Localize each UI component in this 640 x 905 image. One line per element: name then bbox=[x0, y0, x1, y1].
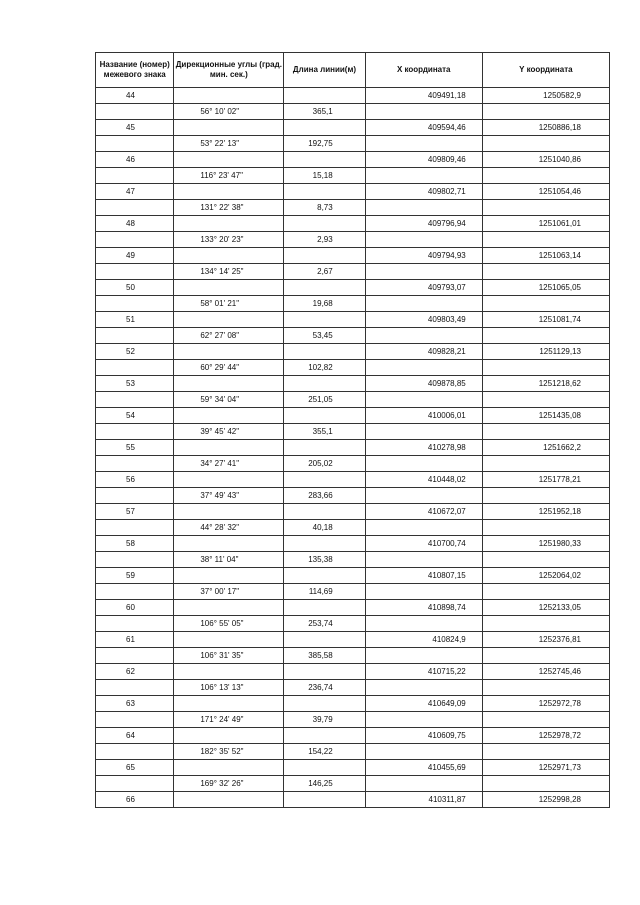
direction-angle-cell: 116° 23' 47" bbox=[174, 168, 284, 184]
x-coordinate-cell: 410311,87 bbox=[365, 792, 482, 808]
empty-cell bbox=[96, 744, 174, 760]
empty-cell bbox=[174, 120, 284, 136]
mark-name-cell: 63 bbox=[96, 696, 174, 712]
x-coordinate-cell: 410278,98 bbox=[365, 440, 482, 456]
empty-cell bbox=[482, 680, 609, 696]
empty-cell bbox=[284, 792, 365, 808]
mark-name-cell: 60 bbox=[96, 600, 174, 616]
empty-cell bbox=[96, 680, 174, 696]
line-length-cell: 8,73 bbox=[284, 200, 365, 216]
table-row-segment bbox=[96, 776, 610, 792]
direction-angle-cell: 106° 13' 13" bbox=[174, 680, 284, 696]
direction-angle-cell: 60° 29' 44" bbox=[174, 360, 284, 376]
table-row-point bbox=[96, 664, 610, 680]
x-coordinate-cell: 410715,22 bbox=[365, 664, 482, 680]
x-coordinate-cell: 409796,94 bbox=[365, 216, 482, 232]
empty-cell bbox=[284, 440, 365, 456]
mark-name-cell: 58 bbox=[96, 536, 174, 552]
empty-cell bbox=[174, 632, 284, 648]
empty-cell bbox=[482, 296, 609, 312]
x-coordinate-cell: 409809,46 bbox=[365, 152, 482, 168]
mark-name-cell: 66 bbox=[96, 792, 174, 808]
empty-cell bbox=[284, 344, 365, 360]
empty-cell bbox=[96, 488, 174, 504]
line-length-cell: 2,93 bbox=[284, 232, 365, 248]
table-row-point bbox=[96, 504, 610, 520]
y-coordinate-cell: 1252978,72 bbox=[482, 728, 609, 744]
table-row-point bbox=[96, 88, 610, 104]
empty-cell bbox=[96, 520, 174, 536]
empty-cell bbox=[174, 600, 284, 616]
y-coordinate-cell: 1252971,73 bbox=[482, 760, 609, 776]
empty-cell bbox=[96, 776, 174, 792]
empty-cell bbox=[96, 136, 174, 152]
x-coordinate-cell: 409491,18 bbox=[365, 88, 482, 104]
empty-cell bbox=[96, 328, 174, 344]
empty-cell bbox=[365, 104, 482, 120]
direction-angle-cell: 44° 28' 32" bbox=[174, 520, 284, 536]
empty-cell bbox=[284, 408, 365, 424]
empty-cell bbox=[284, 312, 365, 328]
table-row-point bbox=[96, 184, 610, 200]
mark-name-cell: 59 bbox=[96, 568, 174, 584]
line-length-cell: 135,38 bbox=[284, 552, 365, 568]
header-direction-angle: Дирекционные углы (град. мин. сек.) bbox=[174, 53, 284, 88]
direction-angle-cell: 58° 01' 21" bbox=[174, 296, 284, 312]
empty-cell bbox=[365, 264, 482, 280]
table-row-segment bbox=[96, 680, 610, 696]
empty-cell bbox=[284, 120, 365, 136]
empty-cell bbox=[284, 632, 365, 648]
empty-cell bbox=[174, 792, 284, 808]
mark-name-cell: 51 bbox=[96, 312, 174, 328]
empty-cell bbox=[174, 88, 284, 104]
y-coordinate-cell: 1250886,18 bbox=[482, 120, 609, 136]
x-coordinate-cell: 409794,93 bbox=[365, 248, 482, 264]
mark-name-cell: 49 bbox=[96, 248, 174, 264]
empty-cell bbox=[96, 392, 174, 408]
table-row-segment bbox=[96, 328, 610, 344]
line-length-cell: 365,1 bbox=[284, 104, 365, 120]
mark-name-cell: 61 bbox=[96, 632, 174, 648]
y-coordinate-cell: 1252133,05 bbox=[482, 600, 609, 616]
empty-cell bbox=[482, 424, 609, 440]
empty-cell bbox=[284, 760, 365, 776]
empty-cell bbox=[284, 184, 365, 200]
empty-cell bbox=[365, 584, 482, 600]
direction-angle-cell: 171° 24' 49" bbox=[174, 712, 284, 728]
mark-name-cell: 53 bbox=[96, 376, 174, 392]
y-coordinate-cell: 1251218,62 bbox=[482, 376, 609, 392]
mark-name-cell: 45 bbox=[96, 120, 174, 136]
empty-cell bbox=[174, 376, 284, 392]
line-length-cell: 355,1 bbox=[284, 424, 365, 440]
empty-cell bbox=[96, 456, 174, 472]
table-header-row bbox=[96, 53, 610, 88]
table-row-point bbox=[96, 728, 610, 744]
empty-cell bbox=[482, 232, 609, 248]
table-row-point bbox=[96, 536, 610, 552]
y-coordinate-cell: 1251952,18 bbox=[482, 504, 609, 520]
direction-angle-cell: 37° 49' 43" bbox=[174, 488, 284, 504]
y-coordinate-cell: 1251129,13 bbox=[482, 344, 609, 360]
table-row-point bbox=[96, 152, 610, 168]
empty-cell bbox=[365, 520, 482, 536]
mark-name-cell: 44 bbox=[96, 88, 174, 104]
empty-cell bbox=[284, 472, 365, 488]
empty-cell bbox=[284, 504, 365, 520]
mark-name-cell: 54 bbox=[96, 408, 174, 424]
direction-angle-cell: 37° 00' 17" bbox=[174, 584, 284, 600]
empty-cell bbox=[482, 520, 609, 536]
direction-angle-cell: 53° 22' 13" bbox=[174, 136, 284, 152]
empty-cell bbox=[482, 744, 609, 760]
table-row-segment bbox=[96, 488, 610, 504]
empty-cell bbox=[482, 168, 609, 184]
direction-angle-cell: 59° 34' 04" bbox=[174, 392, 284, 408]
empty-cell bbox=[174, 408, 284, 424]
x-coordinate-cell: 410006,01 bbox=[365, 408, 482, 424]
y-coordinate-cell: 1251662,2 bbox=[482, 440, 609, 456]
table-row-point bbox=[96, 760, 610, 776]
line-length-cell: 253,74 bbox=[284, 616, 365, 632]
empty-cell bbox=[174, 344, 284, 360]
empty-cell bbox=[365, 680, 482, 696]
table-row-segment bbox=[96, 648, 610, 664]
y-coordinate-cell: 1251435,08 bbox=[482, 408, 609, 424]
empty-cell bbox=[96, 360, 174, 376]
y-coordinate-cell: 1251040,86 bbox=[482, 152, 609, 168]
line-length-cell: 385,58 bbox=[284, 648, 365, 664]
direction-angle-cell: 131° 22' 38" bbox=[174, 200, 284, 216]
y-coordinate-cell: 1251081,74 bbox=[482, 312, 609, 328]
empty-cell bbox=[174, 216, 284, 232]
table-row-segment bbox=[96, 264, 610, 280]
mark-name-cell: 47 bbox=[96, 184, 174, 200]
empty-cell bbox=[365, 392, 482, 408]
line-length-cell: 146,25 bbox=[284, 776, 365, 792]
line-length-cell: 154,22 bbox=[284, 744, 365, 760]
y-coordinate-cell: 1251061,01 bbox=[482, 216, 609, 232]
empty-cell bbox=[365, 488, 482, 504]
header-y-coordinate: Y координата bbox=[482, 53, 609, 88]
y-coordinate-cell: 1251054,46 bbox=[482, 184, 609, 200]
y-coordinate-cell: 1251063,14 bbox=[482, 248, 609, 264]
empty-cell bbox=[284, 152, 365, 168]
table-row-point bbox=[96, 440, 610, 456]
empty-cell bbox=[482, 776, 609, 792]
empty-cell bbox=[365, 616, 482, 632]
x-coordinate-cell: 410807,15 bbox=[365, 568, 482, 584]
x-coordinate-cell: 410672,07 bbox=[365, 504, 482, 520]
empty-cell bbox=[482, 392, 609, 408]
mark-name-cell: 46 bbox=[96, 152, 174, 168]
direction-angle-cell: 38° 11' 04" bbox=[174, 552, 284, 568]
empty-cell bbox=[482, 328, 609, 344]
empty-cell bbox=[365, 552, 482, 568]
mark-name-cell: 48 bbox=[96, 216, 174, 232]
empty-cell bbox=[365, 136, 482, 152]
empty-cell bbox=[482, 456, 609, 472]
y-coordinate-cell: 1250582,9 bbox=[482, 88, 609, 104]
direction-angle-cell: 182° 35' 52" bbox=[174, 744, 284, 760]
empty-cell bbox=[174, 504, 284, 520]
empty-cell bbox=[365, 296, 482, 312]
table-row-segment bbox=[96, 168, 610, 184]
empty-cell bbox=[365, 328, 482, 344]
empty-cell bbox=[482, 104, 609, 120]
table-row-point bbox=[96, 344, 610, 360]
y-coordinate-cell: 1252972,78 bbox=[482, 696, 609, 712]
empty-cell bbox=[96, 584, 174, 600]
direction-angle-cell: 106° 55' 05" bbox=[174, 616, 284, 632]
empty-cell bbox=[174, 536, 284, 552]
empty-cell bbox=[482, 552, 609, 568]
empty-cell bbox=[174, 568, 284, 584]
direction-angle-cell: 169° 32' 26" bbox=[174, 776, 284, 792]
line-length-cell: 19,68 bbox=[284, 296, 365, 312]
line-length-cell: 192,75 bbox=[284, 136, 365, 152]
empty-cell bbox=[482, 648, 609, 664]
mark-name-cell: 62 bbox=[96, 664, 174, 680]
table-row-segment bbox=[96, 456, 610, 472]
table-row-segment bbox=[96, 104, 610, 120]
empty-cell bbox=[284, 600, 365, 616]
line-length-cell: 2,67 bbox=[284, 264, 365, 280]
table-row-point bbox=[96, 408, 610, 424]
empty-cell bbox=[174, 184, 284, 200]
empty-cell bbox=[174, 280, 284, 296]
x-coordinate-cell: 409878,85 bbox=[365, 376, 482, 392]
table-row-segment bbox=[96, 424, 610, 440]
header-mark-name: Название (номер) межевого знака bbox=[96, 53, 174, 88]
x-coordinate-cell: 409828,21 bbox=[365, 344, 482, 360]
table-row-segment bbox=[96, 392, 610, 408]
empty-cell bbox=[96, 200, 174, 216]
empty-cell bbox=[482, 264, 609, 280]
mark-name-cell: 57 bbox=[96, 504, 174, 520]
boundary-coordinates-table bbox=[95, 52, 610, 808]
empty-cell bbox=[96, 168, 174, 184]
empty-cell bbox=[96, 648, 174, 664]
line-length-cell: 15,18 bbox=[284, 168, 365, 184]
empty-cell bbox=[365, 456, 482, 472]
table-row-segment bbox=[96, 584, 610, 600]
x-coordinate-cell: 409802,71 bbox=[365, 184, 482, 200]
empty-cell bbox=[482, 616, 609, 632]
mark-name-cell: 65 bbox=[96, 760, 174, 776]
direction-angle-cell: 133° 20' 23" bbox=[174, 232, 284, 248]
empty-cell bbox=[96, 264, 174, 280]
empty-cell bbox=[284, 376, 365, 392]
empty-cell bbox=[96, 232, 174, 248]
empty-cell bbox=[174, 472, 284, 488]
empty-cell bbox=[284, 536, 365, 552]
line-length-cell: 236,74 bbox=[284, 680, 365, 696]
line-length-cell: 39,79 bbox=[284, 712, 365, 728]
header-x-coordinate: X координата bbox=[365, 53, 482, 88]
empty-cell bbox=[284, 280, 365, 296]
empty-cell bbox=[96, 424, 174, 440]
table-row-point bbox=[96, 568, 610, 584]
empty-cell bbox=[174, 440, 284, 456]
empty-cell bbox=[174, 696, 284, 712]
y-coordinate-cell: 1252376,81 bbox=[482, 632, 609, 648]
empty-cell bbox=[174, 664, 284, 680]
table-row-point bbox=[96, 248, 610, 264]
empty-cell bbox=[365, 776, 482, 792]
empty-cell bbox=[174, 760, 284, 776]
mark-name-cell: 55 bbox=[96, 440, 174, 456]
empty-cell bbox=[96, 712, 174, 728]
line-length-cell: 102,82 bbox=[284, 360, 365, 376]
empty-cell bbox=[174, 312, 284, 328]
x-coordinate-cell: 409793,07 bbox=[365, 280, 482, 296]
table-row-segment bbox=[96, 520, 610, 536]
mark-name-cell: 52 bbox=[96, 344, 174, 360]
empty-cell bbox=[365, 168, 482, 184]
empty-cell bbox=[482, 584, 609, 600]
empty-cell bbox=[365, 424, 482, 440]
table-row-segment bbox=[96, 616, 610, 632]
empty-cell bbox=[365, 200, 482, 216]
empty-cell bbox=[284, 728, 365, 744]
table-row-point bbox=[96, 120, 610, 136]
y-coordinate-cell: 1252064,02 bbox=[482, 568, 609, 584]
empty-cell bbox=[482, 200, 609, 216]
table-row-segment bbox=[96, 296, 610, 312]
x-coordinate-cell: 410898,74 bbox=[365, 600, 482, 616]
x-coordinate-cell: 410824,9 bbox=[365, 632, 482, 648]
empty-cell bbox=[482, 136, 609, 152]
table-row-segment bbox=[96, 712, 610, 728]
empty-cell bbox=[482, 360, 609, 376]
empty-cell bbox=[96, 296, 174, 312]
empty-cell bbox=[284, 88, 365, 104]
table-row-segment bbox=[96, 552, 610, 568]
mark-name-cell: 64 bbox=[96, 728, 174, 744]
line-length-cell: 205,02 bbox=[284, 456, 365, 472]
table-row-point bbox=[96, 280, 610, 296]
table-row-segment bbox=[96, 360, 610, 376]
line-length-cell: 40,18 bbox=[284, 520, 365, 536]
line-length-cell: 283,66 bbox=[284, 488, 365, 504]
empty-cell bbox=[482, 712, 609, 728]
y-coordinate-cell: 1251980,33 bbox=[482, 536, 609, 552]
line-length-cell: 53,45 bbox=[284, 328, 365, 344]
x-coordinate-cell: 410609,75 bbox=[365, 728, 482, 744]
y-coordinate-cell: 1251778,21 bbox=[482, 472, 609, 488]
header-line-length: Длина линии(м) bbox=[284, 53, 365, 88]
x-coordinate-cell: 410700,74 bbox=[365, 536, 482, 552]
direction-angle-cell: 62° 27' 08" bbox=[174, 328, 284, 344]
table-row-point bbox=[96, 312, 610, 328]
x-coordinate-cell: 410448,02 bbox=[365, 472, 482, 488]
x-coordinate-cell: 410455,69 bbox=[365, 760, 482, 776]
empty-cell bbox=[365, 648, 482, 664]
line-length-cell: 114,69 bbox=[284, 584, 365, 600]
direction-angle-cell: 134° 14' 25" bbox=[174, 264, 284, 280]
table-row-point bbox=[96, 632, 610, 648]
table-row-segment bbox=[96, 232, 610, 248]
empty-cell bbox=[482, 488, 609, 504]
table-row-segment bbox=[96, 136, 610, 152]
empty-cell bbox=[365, 232, 482, 248]
empty-cell bbox=[365, 360, 482, 376]
table-row-point bbox=[96, 696, 610, 712]
table-row-point bbox=[96, 600, 610, 616]
table-row-point bbox=[96, 376, 610, 392]
y-coordinate-cell: 1252745,46 bbox=[482, 664, 609, 680]
direction-angle-cell: 34° 27' 41" bbox=[174, 456, 284, 472]
table-row-point bbox=[96, 216, 610, 232]
direction-angle-cell: 39° 45' 42" bbox=[174, 424, 284, 440]
table-row-point bbox=[96, 472, 610, 488]
mark-name-cell: 50 bbox=[96, 280, 174, 296]
empty-cell bbox=[365, 744, 482, 760]
table-row-point bbox=[96, 792, 610, 808]
x-coordinate-cell: 410649,09 bbox=[365, 696, 482, 712]
mark-name-cell: 56 bbox=[96, 472, 174, 488]
x-coordinate-cell: 409803,49 bbox=[365, 312, 482, 328]
empty-cell bbox=[96, 104, 174, 120]
empty-cell bbox=[174, 728, 284, 744]
y-coordinate-cell: 1252998,28 bbox=[482, 792, 609, 808]
empty-cell bbox=[284, 696, 365, 712]
table-body bbox=[96, 88, 610, 808]
x-coordinate-cell: 409594,46 bbox=[365, 120, 482, 136]
table-row-segment bbox=[96, 744, 610, 760]
direction-angle-cell: 106° 31' 35" bbox=[174, 648, 284, 664]
empty-cell bbox=[284, 216, 365, 232]
empty-cell bbox=[365, 712, 482, 728]
empty-cell bbox=[174, 152, 284, 168]
table-row-segment bbox=[96, 200, 610, 216]
empty-cell bbox=[174, 248, 284, 264]
empty-cell bbox=[96, 616, 174, 632]
empty-cell bbox=[284, 568, 365, 584]
y-coordinate-cell: 1251065,05 bbox=[482, 280, 609, 296]
empty-cell bbox=[96, 552, 174, 568]
empty-cell bbox=[284, 248, 365, 264]
direction-angle-cell: 56° 10' 02" bbox=[174, 104, 284, 120]
line-length-cell: 251,05 bbox=[284, 392, 365, 408]
empty-cell bbox=[284, 664, 365, 680]
